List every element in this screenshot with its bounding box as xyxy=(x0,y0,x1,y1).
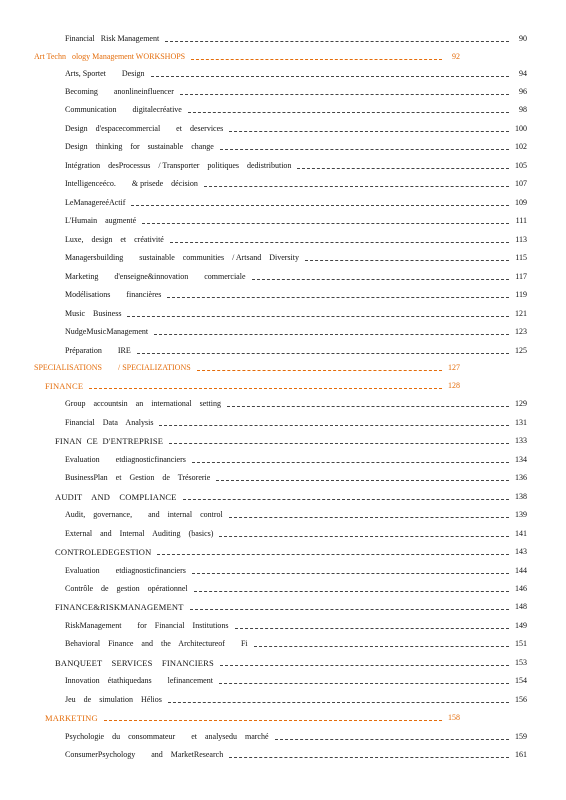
dot-leader xyxy=(216,480,509,481)
toc-category-title: FINANCE xyxy=(45,381,84,391)
toc-entry[interactable] xyxy=(65,748,527,762)
toc-entry-page: 146 xyxy=(515,584,527,593)
toc-entry-title: LeManagereéActif xyxy=(65,198,126,207)
toc-entry[interactable] xyxy=(65,693,527,707)
toc-entry-title: External and Internal Auditing (basics) xyxy=(65,529,214,538)
dot-leader xyxy=(180,94,509,95)
toc-entry-page: 161 xyxy=(515,750,527,759)
toc-group-page: 153 xyxy=(515,658,527,667)
dot-leader xyxy=(169,443,509,444)
toc-category-finance[interactable] xyxy=(45,379,460,393)
toc-group-page: 133 xyxy=(515,436,527,445)
dot-leader xyxy=(104,720,442,721)
dot-leader xyxy=(252,279,509,280)
dot-leader xyxy=(227,406,509,407)
toc-group-controle-gestion[interactable] xyxy=(55,545,527,559)
toc-entry-title: Music Business xyxy=(65,309,122,318)
toc-entry-title: Jeu de simulation Hélios xyxy=(65,695,162,704)
toc-entry-title: Group accountsin an international setting xyxy=(65,399,221,408)
toc-group-page: 138 xyxy=(515,492,527,501)
toc-entry[interactable] xyxy=(65,214,527,228)
toc-section-title: SPECIALISATIONS / SPECIALIZATIONS xyxy=(34,363,191,372)
dot-leader xyxy=(188,112,509,113)
toc-entry-page: 144 xyxy=(515,566,527,575)
toc-entry-title: Evaluation etdiagnosticfinanciers xyxy=(65,566,186,575)
toc-entry-title: Financial Data Analysis xyxy=(65,418,154,427)
toc-entry-page: 107 xyxy=(515,179,527,188)
dot-leader xyxy=(229,131,509,132)
toc-entry[interactable] xyxy=(65,307,527,321)
toc-entry-page: 156 xyxy=(515,695,527,704)
toc-entry-page: 159 xyxy=(515,732,527,741)
toc-entry-title: Design d'espacecommercial et deservices xyxy=(65,124,224,133)
dot-leader xyxy=(275,739,509,740)
toc-entry-page: 121 xyxy=(515,309,527,318)
toc-entry-title: Arts, Sportet Design xyxy=(65,69,145,78)
toc-entry-title: Préparation IRE xyxy=(65,346,131,355)
dot-leader xyxy=(167,297,509,298)
toc-entry-page: 129 xyxy=(515,399,527,408)
dot-leader xyxy=(183,499,509,500)
toc-entry-page: 94 xyxy=(519,69,527,78)
toc-group-page: 148 xyxy=(515,602,527,611)
toc-entry-page: 102 xyxy=(515,142,527,151)
toc-entry[interactable] xyxy=(65,270,527,284)
dot-leader xyxy=(204,186,509,187)
dot-leader xyxy=(131,205,509,206)
toc-entry-title: Financial Risk Management xyxy=(65,34,160,43)
toc-entry-title: Innovation étathiquedans lefinancement xyxy=(65,676,213,685)
dot-leader xyxy=(127,316,509,317)
dot-leader xyxy=(194,591,509,592)
toc-entry-title: Marketing d'enseigne&innovation commerciale xyxy=(65,272,246,281)
dot-leader xyxy=(157,554,509,555)
toc-category-marketing[interactable] xyxy=(45,711,460,725)
toc-entry-title: Contrôle de gestion opérationnel xyxy=(65,584,188,593)
toc-entry[interactable] xyxy=(65,67,527,81)
toc-entry-title: L'Humain augmenté xyxy=(65,216,137,225)
toc-entry[interactable] xyxy=(65,233,527,247)
dot-leader xyxy=(229,517,509,518)
toc-entry[interactable] xyxy=(65,416,527,430)
dot-leader xyxy=(235,628,509,629)
toc-group-title: AUDIT AND COMPLIANCE xyxy=(55,492,177,502)
dot-leader xyxy=(192,573,509,574)
toc-entry[interactable] xyxy=(65,527,527,541)
toc-entry-page: 151 xyxy=(515,639,527,648)
dot-leader xyxy=(137,353,509,354)
toc-entry-page: 149 xyxy=(515,621,527,630)
toc-entry-page: 154 xyxy=(515,676,527,685)
toc-section-specializations[interactable] xyxy=(34,361,460,375)
toc-entry-page: 111 xyxy=(515,216,527,225)
toc-entry[interactable] xyxy=(65,251,527,265)
dot-leader xyxy=(297,168,509,169)
toc-entry-title: NudgeMusicManagement xyxy=(65,327,149,336)
dot-leader xyxy=(190,609,509,610)
toc-entry[interactable] xyxy=(65,177,527,191)
dot-leader xyxy=(192,462,509,463)
toc-category-page: 128 xyxy=(448,381,460,390)
toc-group-title: FINAN CE D'ENTREPRISE xyxy=(55,436,164,446)
toc-entry[interactable] xyxy=(65,619,527,633)
toc-entry-title: Psychologie du consommateur et analysedu marché xyxy=(65,732,269,741)
toc-section-workshops[interactable] xyxy=(34,50,460,64)
toc-entry-title: BusinessPlan et Gestion de Trésorerie xyxy=(65,473,211,482)
toc-section-page: 127 xyxy=(448,363,460,372)
toc-entry[interactable] xyxy=(65,674,527,688)
toc-entry-title: ConsumerPsychology and MarketResearch xyxy=(65,750,224,759)
toc-entry[interactable] xyxy=(65,471,527,485)
dot-leader xyxy=(219,683,509,684)
toc-entry[interactable] xyxy=(65,196,527,210)
dot-leader xyxy=(219,536,509,537)
toc-entry-page: 125 xyxy=(515,346,527,355)
toc-entry[interactable] xyxy=(65,140,527,154)
toc-entry-page: 98 xyxy=(519,105,527,114)
toc-entry-page: 100 xyxy=(515,124,527,133)
dot-leader xyxy=(191,59,442,60)
toc-entry-title: Intégration desProcessus / Transporter politiques dedistribution xyxy=(65,161,292,170)
toc-entry-title: Audit, governance, and internal control xyxy=(65,510,223,519)
toc-entry[interactable] xyxy=(65,159,527,173)
toc-entry[interactable] xyxy=(65,564,527,578)
toc-section-title: Art Techn ology Management WORKSHOPS xyxy=(34,52,186,61)
dot-leader xyxy=(220,149,509,150)
toc-entry-title: Modélisations financières xyxy=(65,290,162,299)
toc-entry[interactable] xyxy=(65,453,527,467)
toc-entry[interactable] xyxy=(65,582,527,596)
toc-entry[interactable] xyxy=(65,508,527,522)
toc-section-page: 92 xyxy=(452,52,460,61)
dot-leader xyxy=(170,242,509,243)
dot-leader xyxy=(229,757,509,758)
toc-entry-page: 123 xyxy=(515,327,527,336)
dot-leader xyxy=(89,388,442,389)
toc-entry[interactable] xyxy=(65,85,527,99)
toc-entry-title: Evaluation etdiagnosticfinanciers xyxy=(65,455,186,464)
toc-entry[interactable] xyxy=(65,103,527,117)
toc-group-title: FINANCE&RISKMANAGEMENT xyxy=(55,602,184,612)
toc-group-audit-compliance[interactable] xyxy=(55,490,527,504)
toc-entry-page: 134 xyxy=(515,455,527,464)
toc-entry[interactable] xyxy=(65,637,527,651)
toc-entry-page: 139 xyxy=(515,510,527,519)
dot-leader xyxy=(151,76,509,77)
toc-group-banque[interactable] xyxy=(55,656,527,670)
toc-entry[interactable] xyxy=(65,730,527,744)
toc-entry-page: 90 xyxy=(519,34,527,43)
toc-entry-title: Managersbuilding sustainable communities / Artsand Diversity xyxy=(65,253,299,262)
toc-entry-title: RiskManagement for Financial Institutions xyxy=(65,621,229,630)
toc-entry[interactable] xyxy=(65,122,527,136)
toc-entry[interactable] xyxy=(65,344,527,358)
toc-category-page: 158 xyxy=(448,713,460,722)
toc-entry-page: 105 xyxy=(515,161,527,170)
toc-group-finance-entreprise[interactable] xyxy=(55,434,527,448)
dot-leader xyxy=(220,665,509,666)
toc-entry-title: Design thinking for sustainable change xyxy=(65,142,214,151)
toc-entry-title: Intelligenceéco. & prisede décision xyxy=(65,179,198,188)
toc-entry-financial-risk-management[interactable] xyxy=(65,32,527,46)
dot-leader xyxy=(142,223,509,224)
toc-entry-title: Communication digitalecréative xyxy=(65,105,182,114)
toc-entry-title: Becoming anonlineinfluencer xyxy=(65,87,174,96)
toc-entry-page: 115 xyxy=(515,253,527,262)
toc-group-title: CONTROLEDEGESTION xyxy=(55,547,152,557)
toc-category-title: MARKETING xyxy=(45,713,98,723)
dot-leader xyxy=(154,334,509,335)
toc-entry-page: 119 xyxy=(515,290,527,299)
toc-entry[interactable] xyxy=(65,397,527,411)
dot-leader xyxy=(168,702,509,703)
toc-entry-page: 109 xyxy=(515,198,527,207)
toc-entry-title: Luxe, design et créativité xyxy=(65,235,164,244)
dot-leader xyxy=(165,41,509,42)
toc-entry-page: 141 xyxy=(515,529,527,538)
toc-entry[interactable] xyxy=(65,288,527,302)
toc-entry-page: 113 xyxy=(515,235,527,244)
toc-group-title: BANQUEET SERVICES FINANCIERS xyxy=(55,658,214,668)
toc-entry-page: 136 xyxy=(515,473,527,482)
toc-entry-page: 131 xyxy=(515,418,527,427)
dot-leader xyxy=(254,646,509,647)
toc-entry-page: 117 xyxy=(515,272,527,281)
toc-group-finance-risk[interactable] xyxy=(55,600,527,614)
dot-leader xyxy=(197,370,442,371)
dot-leader xyxy=(159,425,509,426)
toc-entry-page: 96 xyxy=(519,87,527,96)
toc-group-page: 143 xyxy=(515,547,527,556)
toc-entry-title: Behavioral Finance and the Architectureof Fi xyxy=(65,639,248,648)
dot-leader xyxy=(305,260,509,261)
toc-entry[interactable] xyxy=(65,325,527,339)
